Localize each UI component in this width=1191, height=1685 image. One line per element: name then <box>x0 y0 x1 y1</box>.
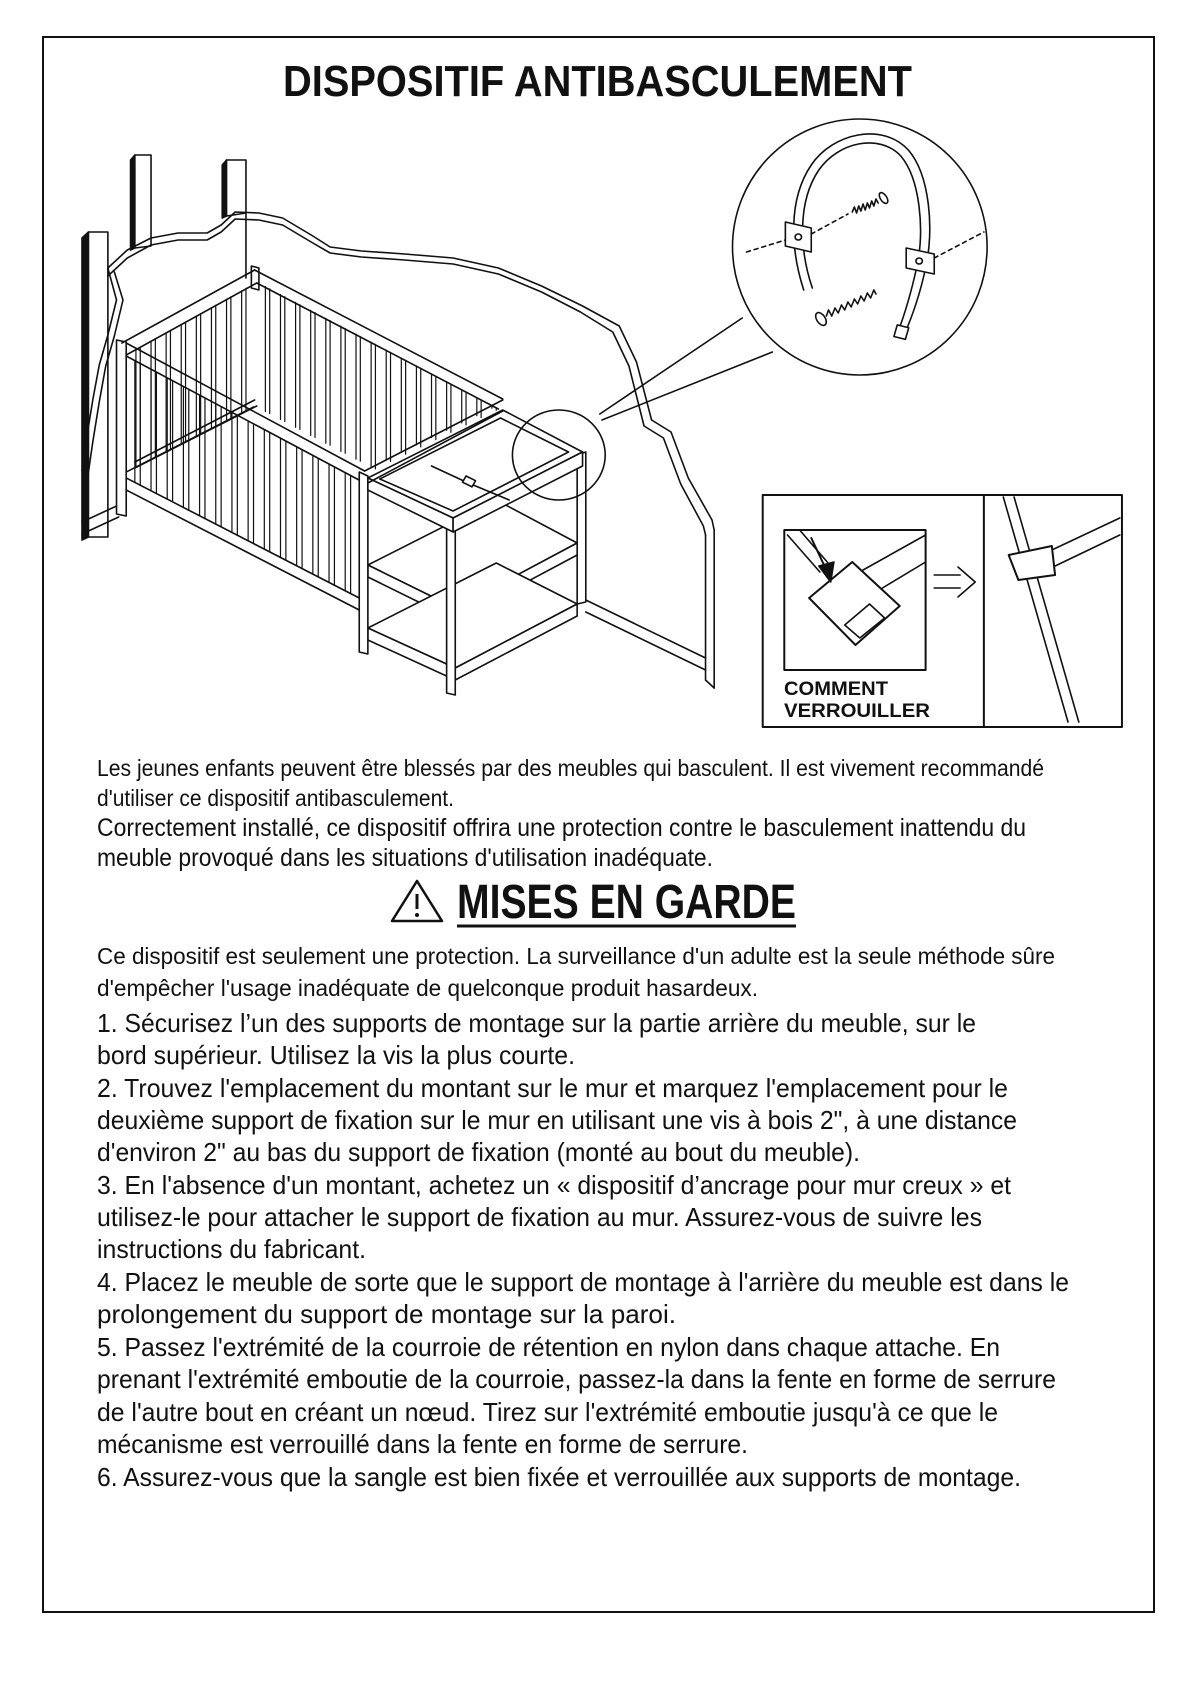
intro-line: meuble provoqué dans les situations d'utilisation inadéquate. <box>97 844 713 872</box>
wall-stud-middle <box>135 155 151 248</box>
instruction-line: 1. Sécurisez l’un des supports de montage sur la partie arrière du meuble, sur le <box>97 1008 976 1038</box>
crib-front-bottom-rail <box>126 478 359 598</box>
instruction-line: 4. Placez le meuble de sorte que le support de montage à l'arrière du meuble est dans le <box>97 1267 1069 1297</box>
warning-line: d'empêcher l'usage inadéquate de quelconque produit hasardeux. <box>97 975 758 1001</box>
changing-table-illustration <box>359 400 586 695</box>
instruction-line: prenant l'extrémité emboutie de la courroie, passez-la dans la fente en forme de serrure <box>97 1364 1056 1394</box>
strap-detail <box>733 119 988 375</box>
lock-label-line1: COMMENT <box>784 679 889 700</box>
instruction-line: utilisez-le pour attacher le support de fixation au mur. Assurez-vous de suivre les <box>97 1202 982 1232</box>
wall-stud-left-face <box>82 232 88 540</box>
crib-mattress-support <box>135 400 255 462</box>
crib-front-bottom-rail-lower <box>126 490 359 610</box>
instruction-line: d'environ 2" au bas du support de fixation (monté au bout du meuble). <box>97 1137 860 1167</box>
wall-stud-left <box>88 232 107 537</box>
callout-connector <box>600 318 742 414</box>
instruction-line: mécanisme est verrouillé dans la fente en forme de serrure. <box>97 1429 748 1459</box>
baseboard-right-lower <box>586 612 706 670</box>
intro-line: Correctement installé, ce dispositif offrira une protection contre le basculement inattendu du <box>97 814 1026 842</box>
warning-heading <box>392 876 796 929</box>
table-leg-back-right <box>577 452 586 604</box>
anti-tip-illustration <box>82 119 1122 727</box>
lock-label-line2: VERROUILLER <box>784 701 931 722</box>
warning-heading-text: MISES EN GARDE <box>457 876 796 929</box>
instruction-line: instructions du fabricant. <box>97 1234 366 1264</box>
intro-line: Les jeunes enfants peuvent être blessés par des meubles qui basculent. Il est vivement recommandé <box>97 755 1044 781</box>
instruction-line: bord supérieur. Utilisez la vis la plus courte. <box>97 1040 575 1070</box>
baseboard-right <box>586 600 706 658</box>
instruction-line: 6. Assurez-vous que la sangle est bien fixée et verrouillée aux supports de montage. <box>97 1462 1021 1492</box>
crib-back-top-rail <box>255 270 503 399</box>
warning-triangle-icon <box>392 881 442 921</box>
instruction-line: 5. Passez l'extrémité de la courroie de rétention en nylon dans chaque attache. En <box>97 1332 1000 1362</box>
table-leg-front-right <box>447 516 456 695</box>
intro-line: d'utiliser ce dispositif antibasculement. <box>97 785 454 811</box>
instruction-line: deuxième support de fixation sur le mur en utilisant une vis à bois 2", à une distance <box>97 1105 1017 1135</box>
crib-left-end-top-rail <box>122 270 255 343</box>
instruction-line: 3. En l'absence d'un montant, achetez un « dispositif d’ancrage pour mur creux » et <box>97 1170 1012 1200</box>
wall-illustration <box>82 155 714 688</box>
detail-magnifier-circle <box>733 119 988 375</box>
wall-right-edge-inner <box>706 535 715 688</box>
intro-paragraph <box>97 755 1044 872</box>
instruction-line: prolongement du support de montage sur la paroi. <box>97 1299 676 1329</box>
mounting-bracket-left <box>785 222 811 252</box>
crib-left-end-top-rail-lower <box>126 283 257 355</box>
page-title: DISPOSITIF ANTIBASCULEMENT <box>283 57 913 106</box>
instruction-line: de l'autre bout en créant un nœud. Tirez sur l'extrémité emboutie jusqu'à ce que le <box>97 1397 998 1427</box>
warning-line: Ce dispositif est seulement une protection. La surveillance d'un adulte est la seule méthode sûre <box>97 943 1055 969</box>
instruction-line: 2. Trouvez l'emplacement du montant sur le mur et marquez l'emplacement pour le <box>97 1073 1008 1103</box>
warning-paragraph <box>97 943 1069 1492</box>
crib-back-top-rail-lower <box>257 283 499 409</box>
wall-stud-right <box>227 160 246 216</box>
crib-front-left-post <box>117 340 127 516</box>
strap-end-tip <box>894 325 909 339</box>
table-leg-front-left <box>359 472 368 654</box>
